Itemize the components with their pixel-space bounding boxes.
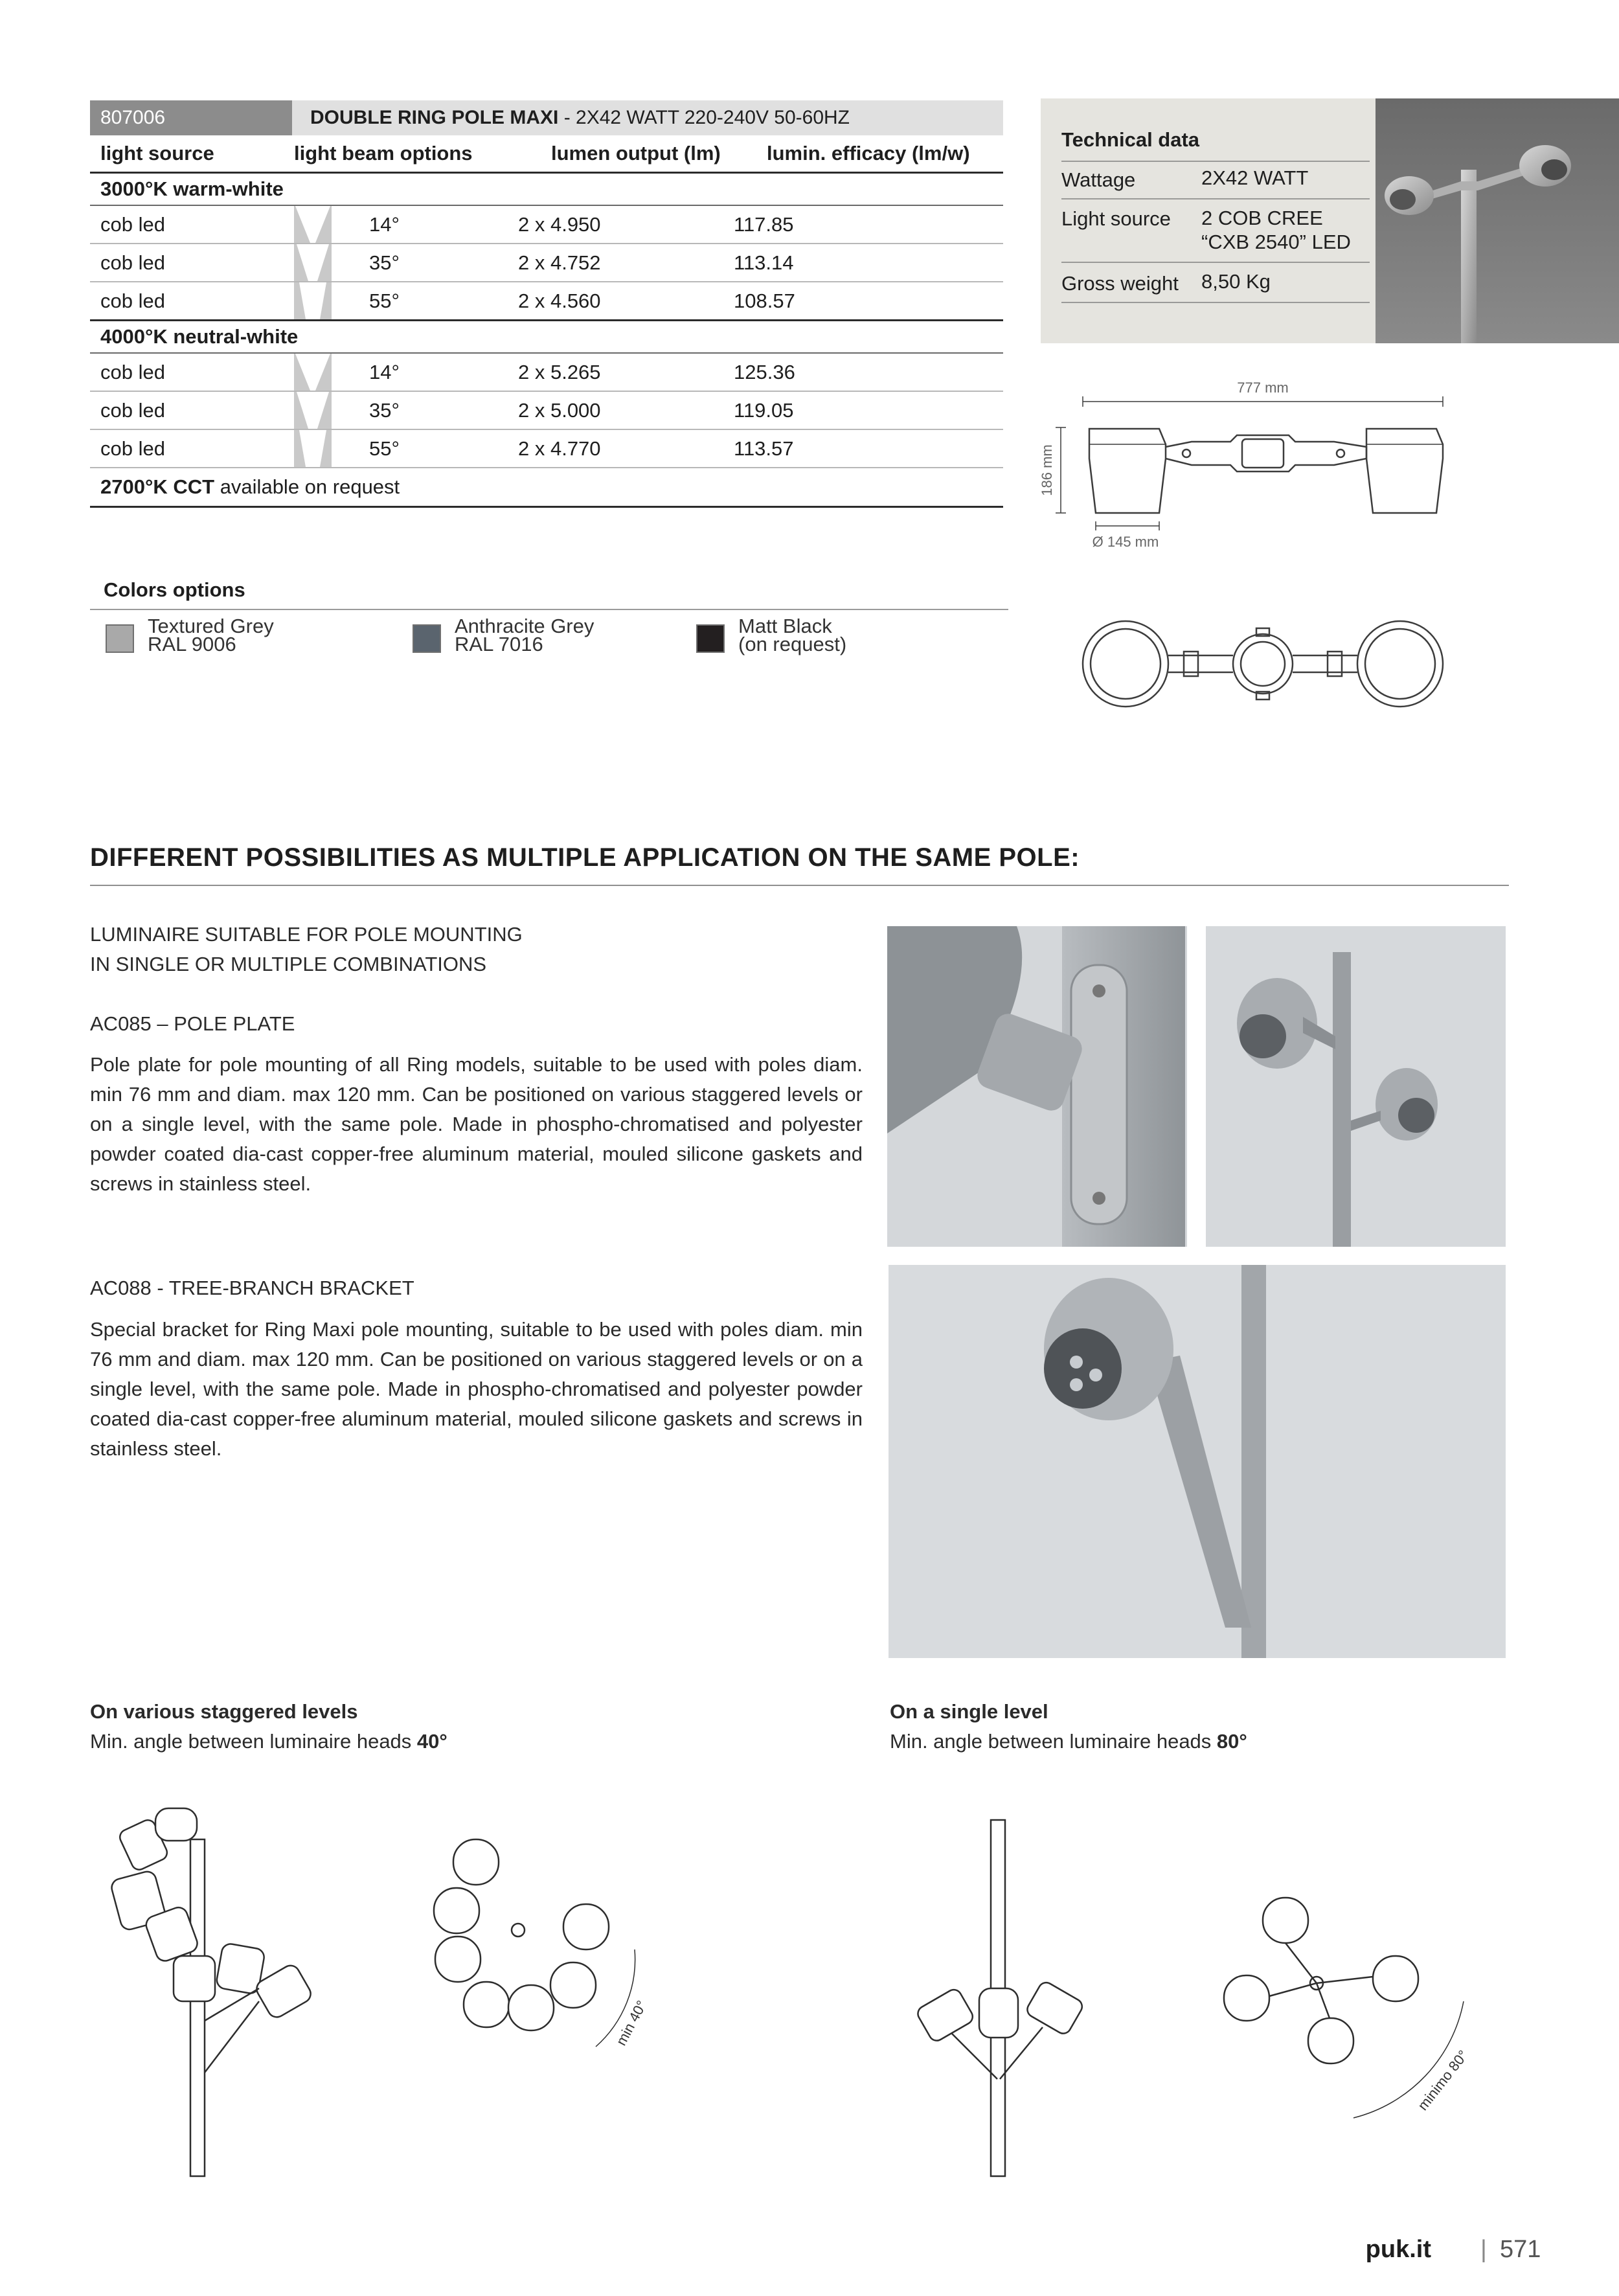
product-code: 807006 [90,100,292,135]
ac088-description: Special bracket for Ring Maxi pole mounting, suitable to be used with poles diam. min 76 mm and diam. max 120 mm. Can be positioned on various staggered levels or on a single level, with the same pole. Made in phospho-chromatised and polyester powder coated dia-cast copper-free aluminum material, mouled silicone gaskets and screws in stainless steel. [90,1318,863,1460]
intro-line-2: IN SINGLE OR MULTIPLE COMBINATIONS [90,953,487,975]
tech-source-value-2: “CXB 2540” LED [1201,231,1351,253]
beam-wide-icon [294,430,332,467]
single-caption: Min. angle between luminaire heads 80° [890,1730,1247,1753]
tech-source-label: Light source [1061,207,1171,230]
technical-data-box [1041,98,1377,343]
col-efficacy: lumin. efficacy (lm/w) [767,142,970,165]
footer-brand[interactable]: puk.it [1365,2236,1431,2263]
table-row: cob led 35° 2 x 5.000 119.05 [90,392,1003,430]
product-table [90,100,1003,508]
dim-height-label: 186 mm [1039,444,1055,496]
staggered-caption: Min. angle between luminaire heads 40° [90,1730,447,1753]
tech-source-value-1: 2 COB CREE [1201,207,1323,229]
colors-title: Colors options [104,578,245,601]
table-row: cob led 14° 2 x 4.950 117.85 [90,206,1003,244]
tech-wattage-label: Wattage [1061,168,1136,191]
col-light-source: light source [100,142,214,165]
table-row: cob led 14° 2 x 5.265 125.36 [90,354,1003,392]
swatch-matt-black [696,624,725,653]
tree-branch-bracket-photo [889,1265,1506,1658]
beam-narrow-icon [294,354,332,391]
min-80-label: minimo 80° [1414,2047,1471,2114]
tech-wattage-value: 2X42 WATT [1201,166,1309,189]
color-anthracite-grey: Anthracite Grey RAL 7016 [455,615,594,655]
dimension-drawings [1036,363,1477,725]
ac088-title: AC088 - TREE-BRANCH BRACKET [90,1277,414,1299]
beam-medium-icon [294,244,332,281]
product-photo [1376,98,1619,343]
ac085-description: Pole plate for pole mounting of all Ring models, suitable to be used with poles diam. min 76 mm and diam. max 120 mm. Can be positioned on various staggered levels or on a single level, with the same pole. Made in phospho-chromatised and polyester powder coated dia-cast copper-free aluminum material, mouled silicone gaskets and screws in stainless steel. [90,1053,863,1195]
section-title: DIFFERENT POSSIBILITIES AS MULTIPLE APPLICATION ON THE SAME POLE: [90,843,1080,872]
tech-weight-value: 8,50 Kg [1201,270,1271,293]
color-textured-grey: Textured Grey RAL 9006 [148,615,274,655]
color-matt-black: Matt Black (on request) [738,615,847,655]
tech-title: Technical data [1061,128,1200,151]
table-row: cob led 55° 2 x 4.770 113.57 [90,430,1003,468]
product-header [90,100,1003,135]
col-lumen-output: lumen output (lm) [551,142,721,165]
cct-note: 2700°K CCT available on request [90,468,1003,508]
page-number: 571 [1500,2236,1541,2263]
swatch-textured-grey [106,624,134,653]
min-40-label: min 40° [613,1997,650,2049]
beam-medium-icon [294,392,332,429]
product-title: DOUBLE RING POLE MAXI - 2X42 WATT 220-240V 50-60HZ [292,100,1003,135]
beam-narrow-icon [294,206,332,243]
dim-diameter-label: Ø 145 mm [1092,534,1159,550]
ac085-title: AC085 – POLE PLATE [90,1012,295,1035]
double-ring-luminaire-image [1376,98,1619,343]
table-row: cob led 35° 2 x 4.752 113.14 [90,244,1003,282]
group-warm-white: 3000°K warm-white [90,174,1003,206]
swatch-anthracite-grey [413,624,441,653]
col-beam-options: light beam options [294,142,473,165]
beam-wide-icon [294,282,332,319]
intro-line-1: LUMINAIRE SUITABLE FOR POLE MOUNTING [90,923,523,946]
two-heads-photo [1206,926,1506,1247]
mounting-drawings [104,1801,1515,2183]
tech-weight-label: Gross weight [1061,272,1179,295]
table-row: cob led 55° 2 x 4.560 108.57 [90,282,1003,321]
single-title: On a single level [890,1700,1048,1723]
group-neutral-white: 4000°K neutral-white [90,321,1003,354]
column-headers [90,135,1003,174]
staggered-title: On various staggered levels [90,1700,358,1723]
dim-width-label: 777 mm [1237,380,1289,396]
pole-plate-photo [887,926,1187,1247]
footer-separator: | [1480,2236,1487,2263]
